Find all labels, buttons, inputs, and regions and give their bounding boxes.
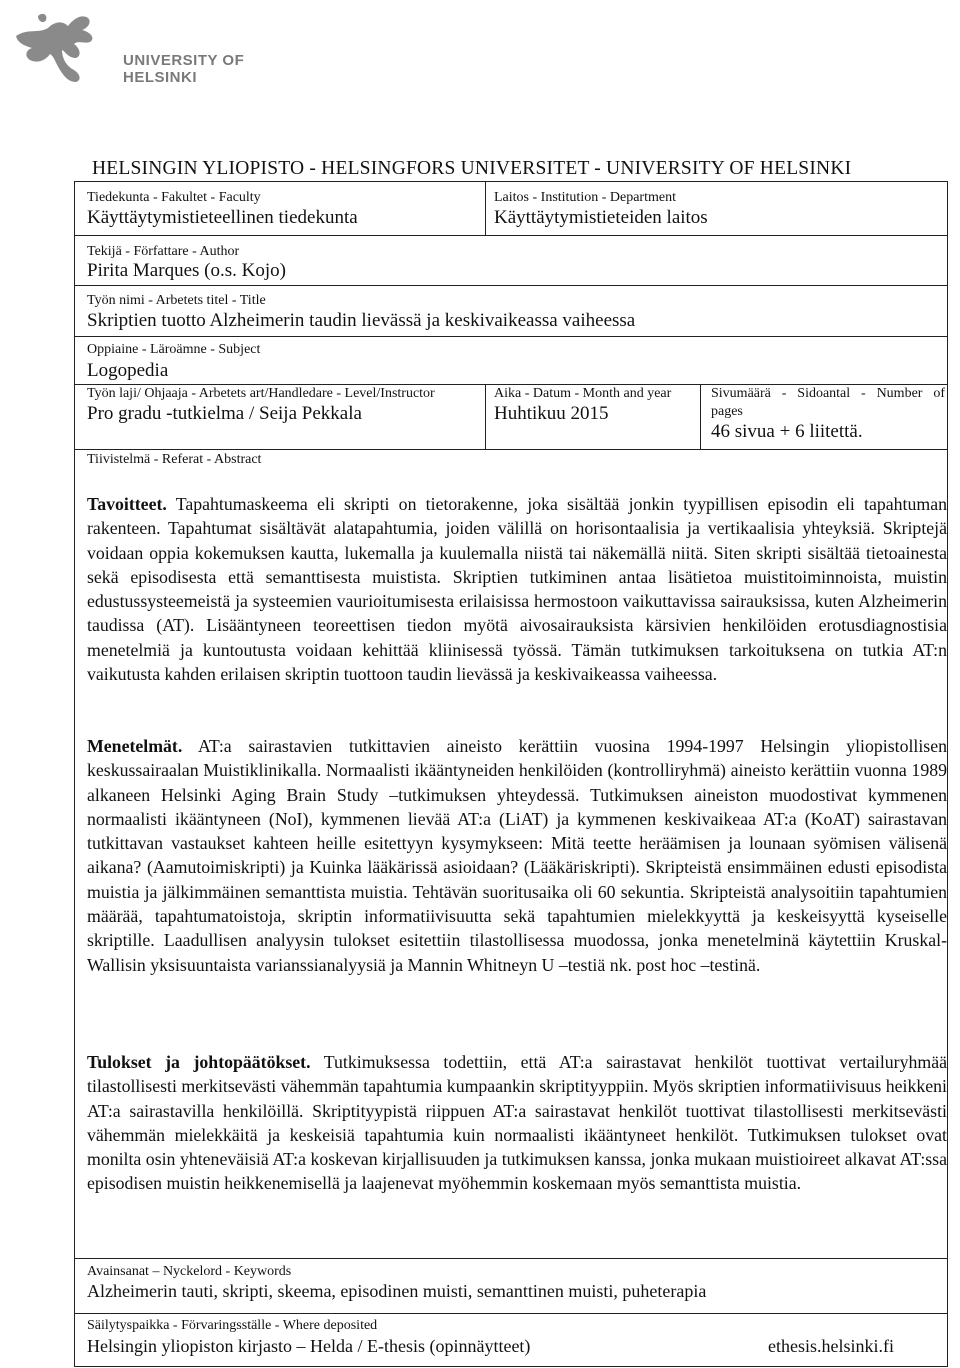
faculty-label: Tiedekunta - Fakultet - Faculty <box>87 190 261 205</box>
level-value: Pro gradu -tutkielma / Seija Pekkala <box>87 403 362 424</box>
divider <box>74 336 948 337</box>
aims-text: Tapahtumaskeema eli skripti on tietorakenne, joka sisältää jonkin tyypillisen episodin eli tapahtuman rakenteen. Tapahtumat sisältävät alatapahtumia, joiden välillä on horisontaalisia ja vertikaalisia yhteyksiä. Skriptejä voidaan oppia kokemuksen kautta, lukemalla ja kuulemalla niistä tai näkemällä niitä. Siten skripti sisältää tietoainesta sekä episodisesta että semanttisesta muistista. Skriptien tutkiminen antaa lisätietoa muistitoiminnoista, muistin edustussysteemeistä ja systeemien vaurioitumisesta erilaisissa hermostoon vaikuttavissa sairauksissa, kuten Alzheimerin taudissa (AT). Lisääntyneen teoreettisen tiedon myötä aivosairauksista kärsivien henkilöiden erotusdiagnostisia menetelmiä ja kuntoutusta voidaan kehittää kliinisessä työssä. Tämän tutkimuksen tarkoituksena on tutkia AT:n vaikutusta kahden erilaisen skriptin tuottoon taudin lievässä ja keskivaikeassa vaiheessa. <box>87 494 947 685</box>
abstract-methods <box>87 734 947 977</box>
author-value: Pirita Marques (o.s. Kojo) <box>87 260 286 281</box>
divider <box>74 1313 948 1314</box>
divider <box>74 1258 948 1259</box>
keywords-value: Alzheimerin tauti, skripti, skeema, episodinen muisti, semanttinen muisti, puheterapia <box>87 1281 707 1301</box>
abstract-label: Tiivistelmä - Referat - Abstract <box>87 452 262 467</box>
methods-text: AT:a sairastavien tutkittavien aineisto kerättiin vuosina 1994-1997 Helsingin yliopistollisen keskussairaalan Muistiklinikalla. Normaalisti ikääntyneiden henkilöiden (kontrolliryhmä) aineisto kerättiin vuonna 1989 alkaneen Helsinki Aging Brain Study –tutkimuksen yhteydessä. Tutkimuksen aineiston muodostivat kymmenen normaalisti ikääntyneen (NoI), kymmenen lievää AT:a (LiAT) ja kymmenen keskivaikeaa AT:a (KoAT) sairastavan tutkittavan vastaukset kahteen heille esitettyyn kysymykseen: Mitä teette heräämisen ja lounaan syömisen välisenä aikana? (Aamutoimiskripti) ja Kuinka lääkärissä asioidaan? (Lääkäriskripti). Skripteistä ensimmäinen edusti episodista muistia ja jälkimmäinen semanttista muistia. Tehtävän suoritusaika oli 60 sekuntia. Skripteistä analysoitiin tapahtumien määrää, tapahtumatoistoja, skriptin informatiivisuutta sekä tapahtumien mielekkyyttä ja keskeisyyttä kyseiselle skriptille. Laadullisen analyysin tulokset esitettiin tilastollisessa muodossa, jonka menetelminä käytettiin Kruskal-Wallisin yksisuuntaista varianssianalyysiä ja Mannin Whitneyn U –testiä nk. post hoc –testinä. <box>87 736 947 975</box>
date-label: Aika - Datum - Month and year <box>494 386 672 401</box>
deposited-value: Helsingin yliopiston kirjasto – Helda / E-thesis (opinnäytteet) <box>87 1336 531 1356</box>
title-value: Skriptien tuotto Alzheimerin taudin lievässä ja keskivaikeassa vaiheessa <box>87 310 636 331</box>
column-divider <box>485 384 486 449</box>
results-heading: Tulokset ja johtopäätökset. <box>87 1052 311 1072</box>
ethesis-link[interactable]: ethesis.helsinki.fi <box>768 1336 894 1356</box>
date-value: Huhtikuu 2015 <box>494 403 609 424</box>
flame-torch-icon <box>8 8 118 88</box>
subject-value: Logopedia <box>87 360 169 381</box>
column-divider <box>485 181 486 235</box>
title-label: Työn nimi - Arbetets titel - Title <box>87 293 266 308</box>
abstract-aims <box>87 492 947 686</box>
pages-value: 46 sivua + 6 liitettä. <box>711 421 863 442</box>
author-label: Tekijä - Författare - Author <box>87 244 240 259</box>
keywords-label: Avainsanat – Nyckelord - Keywords <box>87 1264 292 1279</box>
department-value: Käyttäytymistieteiden laitos <box>494 207 708 228</box>
divider <box>74 449 948 450</box>
column-divider <box>700 384 701 449</box>
university-title: HELSINGIN YLIOPISTO - HELSINGFORS UNIVERSITET - UNIVERSITY OF HELSINKI <box>92 158 852 179</box>
deposited-label: Säilytyspaikka - Förvaringsställe - Where deposited <box>87 1318 378 1333</box>
university-logo <box>8 8 308 98</box>
pages-label: Sivumäärä - Sidoantal - Number of <box>711 386 945 401</box>
divider <box>74 235 948 236</box>
logo-text: UNIVERSITY OF HELSINKI <box>123 52 245 86</box>
divider <box>74 384 948 385</box>
level-label: Työn laji/ Ohjaaja - Arbetets art/Handledare - Level/Instructor <box>87 386 435 401</box>
pages-label-cont: pages <box>711 404 743 419</box>
methods-heading: Menetelmät. <box>87 736 183 756</box>
abstract-results <box>87 1050 947 1196</box>
results-text: Tutkimuksessa todettiin, että AT:a sairastavat henkilöt tuottivat vertailuryhmää tilastollisesti merkitsevästi vähemmän tapahtumia kumpaankin skriptityyppiin. Myös skriptien informatiivisuus heikkeni AT:a sairastavilla henkilöillä. Skriptityypistä riippuen AT:a sairastavat henkilöt tuottivat tilastollisesti merkitsevästi vähemmän mielekkäitä ja keskeisiä tapahtumia kuin normaalisti ikääntyneet henkilöt. Tutkimuksen tulokset ovat monilta osin yhteneväisiä AT:a koskevan kirjallisuuden ja tutkimuksen kanssa, jonka mukaan muistioireet alkavat AT:ssa episodisen muistin heikkenemisellä ja laajenevat myöhemmin koskemaan myös semanttista muistia. <box>87 1052 947 1194</box>
department-label: Laitos - Institution - Department <box>494 190 676 205</box>
divider <box>74 285 948 286</box>
subject-label: Oppiaine - Läroämne - Subject <box>87 342 261 357</box>
aims-heading: Tavoitteet. <box>87 494 167 514</box>
faculty-value: Käyttäytymistieteellinen tiedekunta <box>87 207 358 228</box>
